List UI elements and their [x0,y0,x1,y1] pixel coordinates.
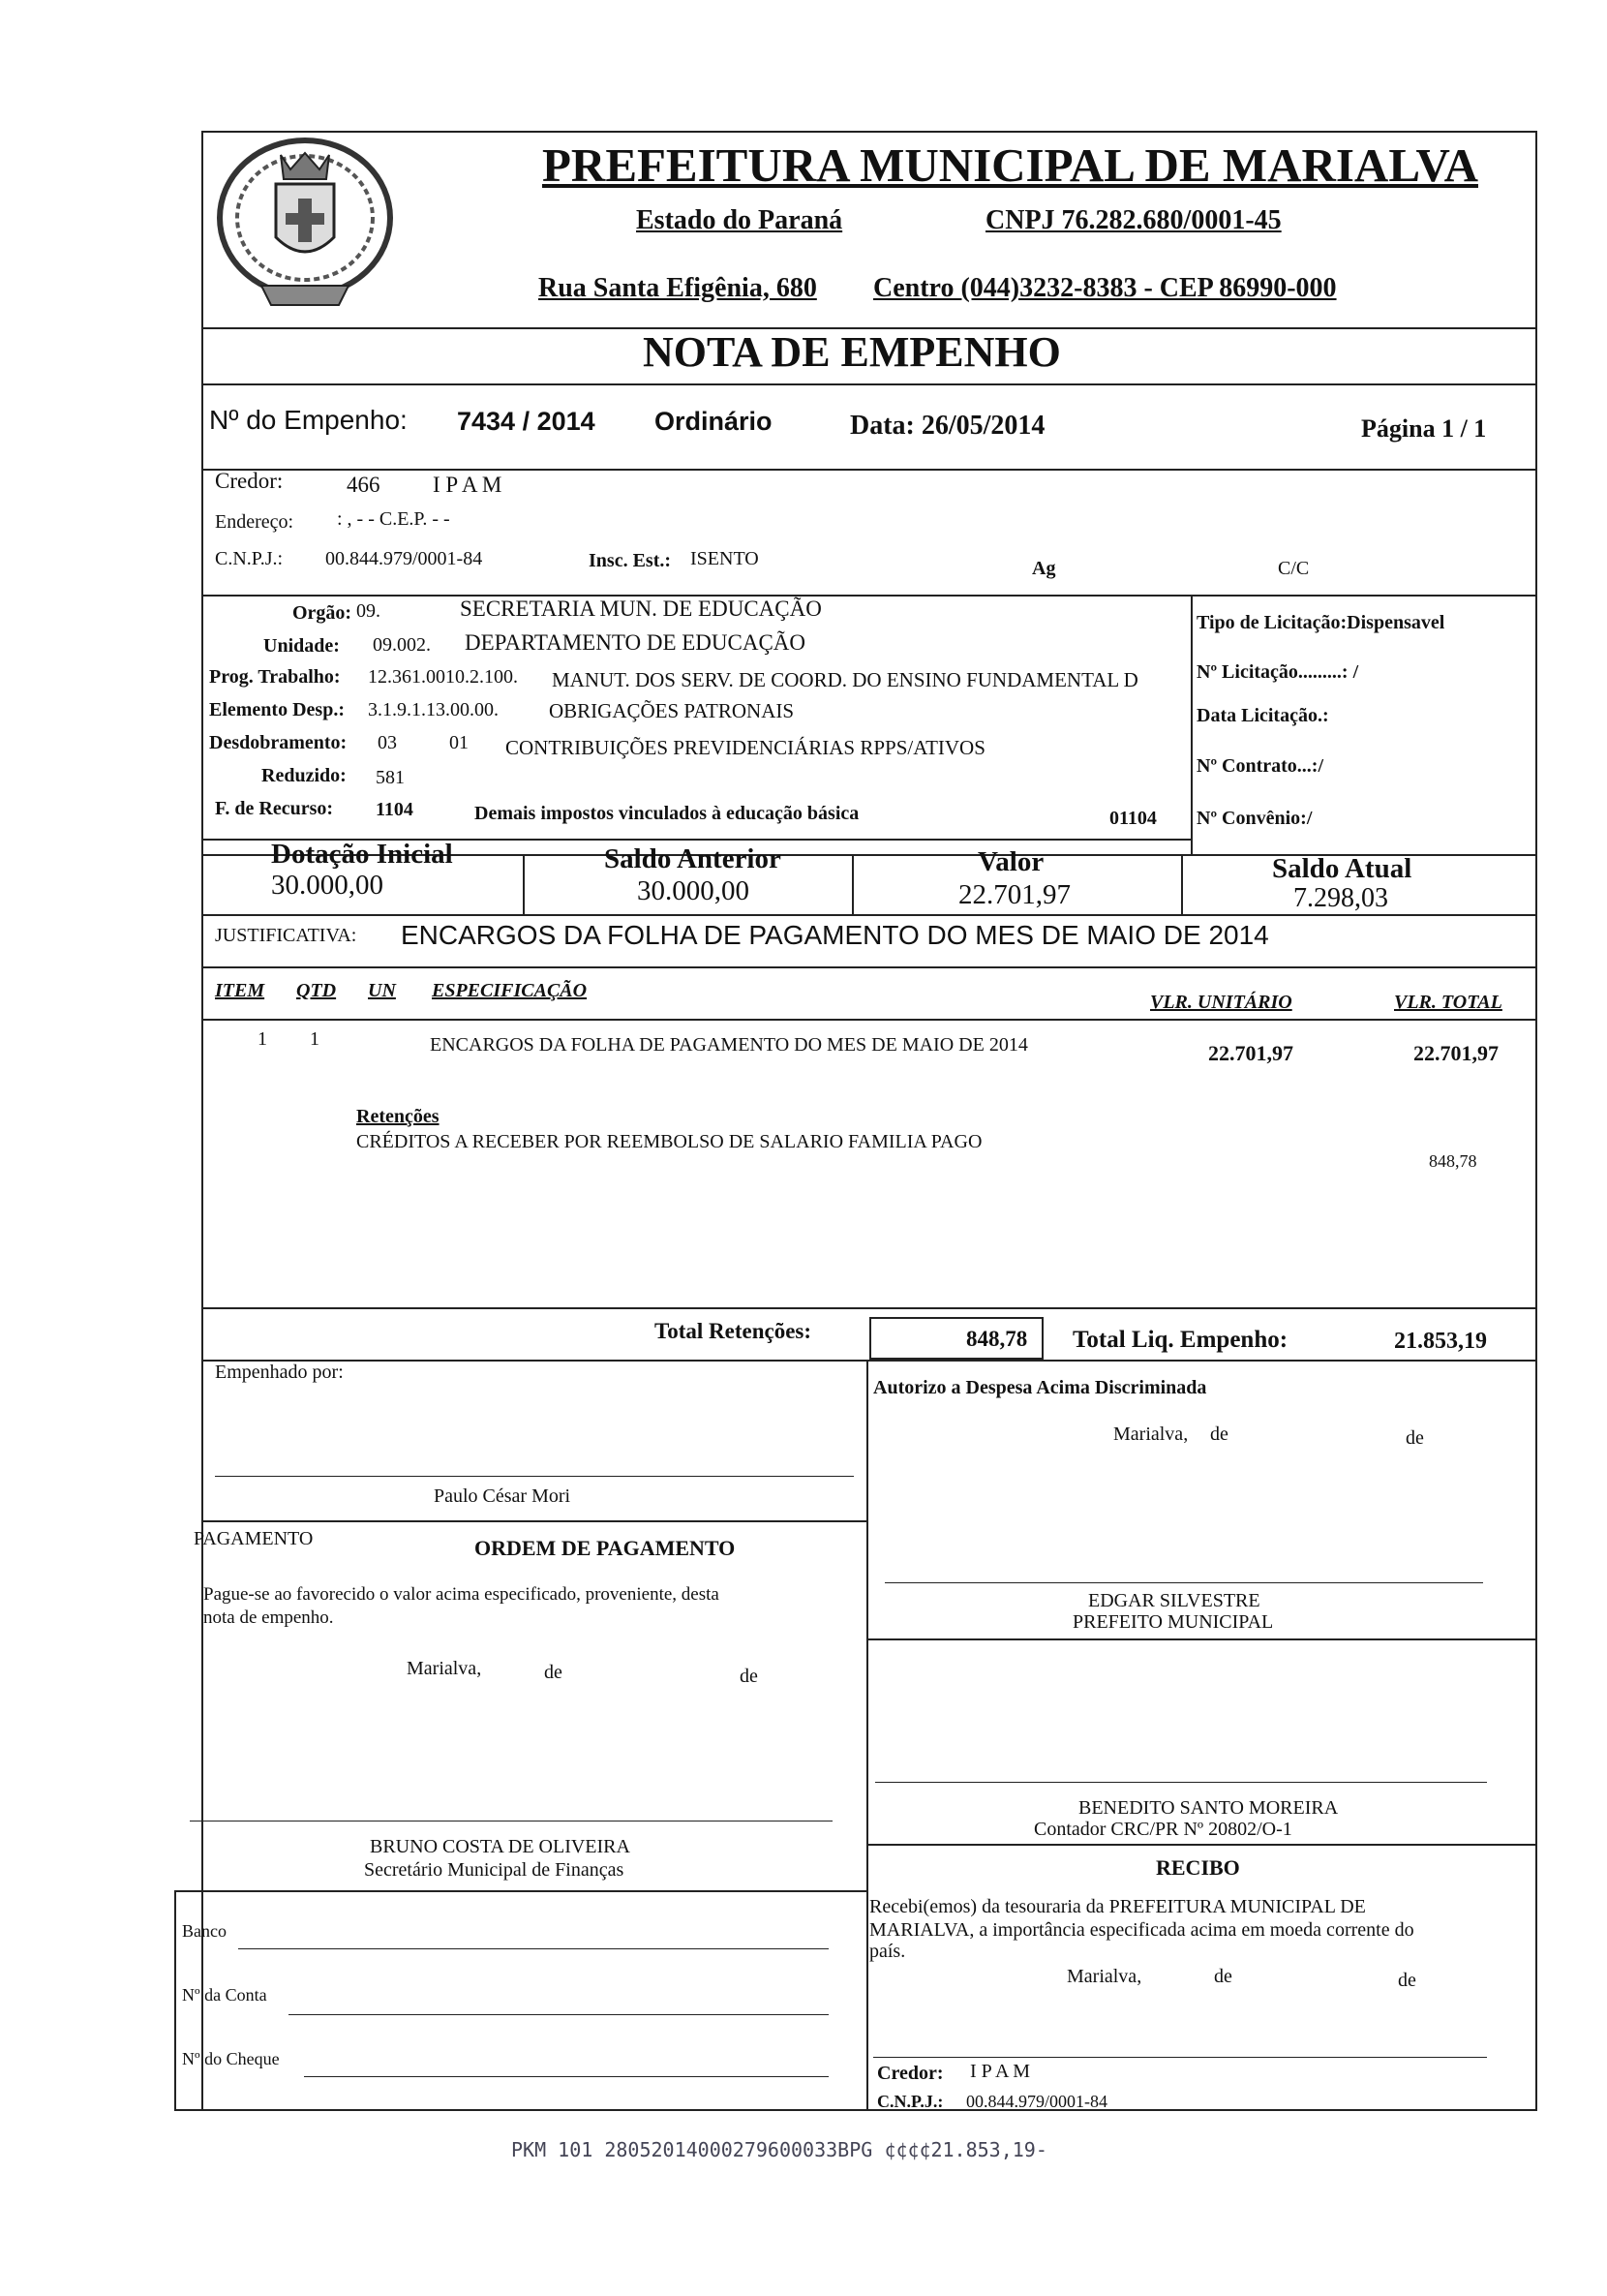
orgao-name: SECRETARIA MUN. DE EDUCAÇÃO [460,597,822,621]
unidade-code: 09.002. [373,634,431,656]
header-cnpj: CNPJ 76.282.680/0001-45 [985,205,1282,235]
row-qtd: 1 [310,1028,319,1050]
header-title: PREFEITURA MUNICIPAL DE MARIALVA [542,138,1478,192]
row-espec: ENCARGOS DA FOLHA DE PAGAMENTO DO MES DE MAIO DE 2014 [430,1034,1028,1056]
prefeito-name: EDGAR SILVESTRE [1088,1590,1260,1611]
dotacao-label: Dotação Inicial [271,839,453,870]
footer-code: PKM 101 28052014000279600033BPG ¢¢¢¢21.853,19- [511,2138,1047,2161]
divider [201,469,1537,471]
ordem-pagamento-label: ORDEM DE PAGAMENTO [474,1536,736,1560]
col-unit-header: VLR. UNITÁRIO [1150,992,1292,1013]
reduzido-label: Reduzido: [261,765,347,786]
city-date-label: Marialva, [1067,1966,1142,1987]
elemento-label: Elemento Desp.: [209,699,345,720]
desdobramento-code-1: 03 [378,732,397,753]
divider [852,854,854,914]
header-street: Rua Santa Efigênia, 680 [538,273,817,303]
divider [1181,854,1183,914]
credor-code: 466 [347,473,380,497]
licitacao-tipo: Tipo de Licitação:Dispensavel [1197,612,1445,633]
recibo-line-3: país. [869,1941,906,1962]
prog-name: MANUT. DOS SERV. DE COORD. DO ENSINO FUNDAMENTAL D [552,668,1138,691]
divider [866,1360,868,2111]
saldo-atual-label: Saldo Atual [1272,853,1412,884]
date-de-2: de [740,1666,758,1687]
autorizo-text: Autorizo a Despesa Acima Discriminada [873,1377,1207,1398]
saldo-atual-value: 7.298,03 [1293,883,1388,913]
date-de-1: de [1214,1966,1232,1987]
recurso-name: Demais impostos vinculados à educação básica [474,803,860,824]
saldo-anterior-label: Saldo Anterior [604,843,781,874]
conta-label: Nº da Conta [182,1985,267,2005]
recibo-credor-label: Credor: [877,2063,944,2084]
valor-value: 22.701,97 [958,879,1071,910]
date-de-2: de [1406,1427,1424,1449]
saldo-anterior-value: 30.000,00 [637,875,749,906]
recurso-code: 1104 [376,799,413,820]
divider [174,1890,866,1892]
col-total-header: VLR. TOTAL [1394,992,1502,1013]
retencao-value: 848,78 [1429,1151,1477,1171]
desdobramento-label: Desdobramento: [209,732,348,753]
convenio-number: Nº Convênio:/ [1197,808,1313,829]
banco-label: Banco [182,1921,227,1941]
cheque-line[interactable] [304,2076,829,2077]
divider [866,1844,1537,1846]
licitacao-numero: Nº Licitação.........: / [1197,661,1359,683]
date-de-1: de [544,1662,562,1683]
cc-label: C/C [1278,558,1310,579]
date-de-2: de [1398,1970,1416,1991]
date-de-1: de [1210,1424,1228,1445]
empenho-type: Ordinário [654,407,773,436]
divider [1191,595,1193,854]
justificativa-text: ENCARGOS DA FOLHA DE PAGAMENTO DO MES DE MAIO DE 2014 [401,920,1269,950]
recibo-credor-name: I P A M [970,2061,1031,2082]
contrato-number: Nº Contrato...:/ [1197,755,1324,777]
total-retencoes-label: Total Retenções: [654,1319,812,1343]
cnpj-label: C.N.P.J.: [215,548,284,569]
pague-line-2: nota de empenho. [203,1607,334,1628]
retencao-description: CRÉDITOS A RECEBER POR REEMBOLSO DE SALARIO FAMILIA PAGO [356,1131,983,1152]
col-espec-header: ESPECIFICAÇÃO [432,980,588,1001]
row-total: 22.701,97 [1413,1041,1499,1065]
divider [869,1360,1537,1362]
divider [866,1638,1537,1640]
recibo-title: RECIBO [1156,1855,1240,1880]
divider [201,914,1537,916]
elemento-name: OBRIGAÇÕES PATRONAIS [549,699,795,722]
endereco-value: : , - - C.E.P. - - [337,508,450,530]
recibo-line-2: MARIALVA, a importância especificada acima em moeda corrente do [869,1919,1414,1941]
secretario-title: Secretário Municipal de Finanças [364,1859,624,1881]
signature-line [885,1582,1483,1583]
col-qtd-header: QTD [296,980,337,1001]
orgao-label: Orgão: [292,602,352,624]
recibo-cnpj-value: 00.844.979/0001-84 [966,2092,1107,2111]
recibo-cnpj-label: C.N.P.J.: [877,2092,944,2111]
contador-name: BENEDITO SANTO MOREIRA [1078,1797,1339,1819]
signature-line [875,1782,1487,1783]
divider [201,966,1537,968]
recibo-line-1: Recebi(emos) da tesouraria da PREFEITURA MUNICIPAL DE [869,1896,1366,1917]
total-retencoes-value: 848,78 [966,1327,1028,1351]
insc-value: ISENTO [690,548,759,569]
prefeito-title: PREFEITO MUNICIPAL [1073,1611,1274,1633]
empenho-number-label: Nº do Empenho: [209,405,408,435]
empenho-number: 7434 / 2014 [457,407,595,436]
signature-line [215,1476,854,1477]
divider [201,595,1537,597]
endereco-label: Endereço: [215,511,294,533]
header-contact: Centro (044)3232-8383 - CEP 86990-000 [873,273,1337,303]
recurso-code-2: 01104 [1109,808,1157,829]
desdobramento-name: CONTRIBUIÇÕES PREVIDENCIÁRIAS RPPS/ATIVOS [505,736,985,759]
divider [201,383,1537,385]
city-date-label: Marialva, [407,1658,482,1679]
header-state: Estado do Paraná [636,205,843,235]
page-number: Página 1 / 1 [1361,414,1487,443]
pagamento-label: PAGAMENTO [194,1528,314,1549]
recurso-label: F. de Recurso: [215,798,334,819]
desdobramento-code-2: 01 [449,732,469,753]
total-liquido-value: 21.853,19 [1394,1329,1487,1354]
elemento-code: 3.1.9.1.13.00.00. [368,699,499,720]
coat-of-arms-logo [208,126,402,320]
empenhado-name: Paulo César Mori [434,1485,571,1507]
prog-code: 12.361.0010.2.100. [368,666,518,688]
ag-label: Ag [1032,558,1056,579]
col-item-header: ITEM [215,980,265,1001]
empenho-date: Data: 26/05/2014 [850,411,1046,441]
col-un-header: UN [368,980,396,1001]
banco-line[interactable] [238,1948,829,1949]
divider [201,1307,1537,1309]
secretario-name: BRUNO COSTA DE OLIVEIRA [370,1836,630,1857]
unidade-name: DEPARTAMENTO DE EDUCAÇÃO [465,630,806,655]
valor-label: Valor [978,846,1045,877]
credor-label: Credor: [215,469,284,493]
doc-title: NOTA DE EMPENHO [643,328,1061,376]
conta-line[interactable] [288,2014,829,2015]
row-item: 1 [258,1028,267,1050]
orgao-code: 09. [356,600,380,622]
cheque-label: Nº do Cheque [182,2049,280,2068]
credor-name: I P A M [433,473,502,497]
empenhado-label: Empenhado por: [215,1362,344,1383]
unidade-label: Unidade: [263,635,340,657]
divider [523,854,525,914]
pague-line-1: Pague-se ao favorecido o valor acima especificado, proveniente, desta [203,1584,719,1605]
justificativa-label: JUSTIFICATIVA: [215,925,357,946]
divider [201,1520,866,1522]
insc-label: Insc. Est.: [589,550,672,571]
divider [174,2109,866,2111]
divider [174,1890,176,2111]
city-date-label: Marialva, [1113,1424,1189,1445]
row-unit: 22.701,97 [1208,1041,1293,1065]
total-liquido-label: Total Liq. Empenho: [1073,1327,1289,1353]
divider [201,1019,1537,1021]
licitacao-data: Data Licitação.: [1197,705,1329,726]
cnpj-value: 00.844.979/0001-84 [325,548,483,569]
retencoes-label: Retenções [356,1106,440,1127]
reduzido-value: 581 [376,767,405,788]
signature-line [873,2057,1487,2058]
prog-label: Prog. Trabalho: [209,666,341,688]
contador-title: Contador CRC/PR Nº 20802/O-1 [1034,1819,1292,1840]
dotacao-value: 30.000,00 [271,870,383,901]
